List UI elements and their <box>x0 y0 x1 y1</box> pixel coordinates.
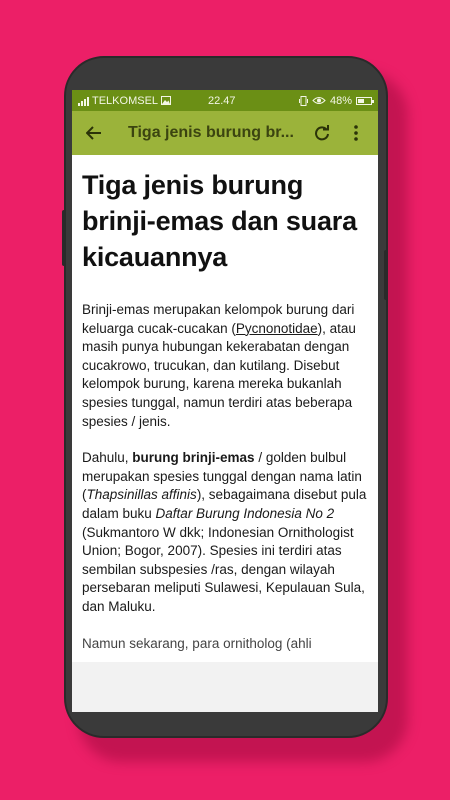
p2-text-a: Dahulu, <box>82 450 133 466</box>
more-vert-icon <box>354 125 358 141</box>
image-notification-icon <box>161 96 171 105</box>
more-options-button[interactable] <box>346 121 366 145</box>
p2-text-c: ), sebagaimana disebut pula dalam buku <box>82 487 367 521</box>
refresh-icon <box>314 125 330 141</box>
refresh-button[interactable] <box>312 121 332 145</box>
status-bar <box>72 90 378 111</box>
p2-text-b: / golden bulbul merupakan spesies tunggal dengan nama latin ( <box>82 450 362 503</box>
article-paragraph-1 <box>82 301 370 431</box>
power-button <box>384 250 388 300</box>
bottom-area <box>72 662 378 712</box>
p2-latin-name: Thapsinillas affinis <box>86 487 197 503</box>
arrow-left-icon <box>86 126 102 140</box>
app-bar <box>72 111 378 155</box>
signal-icon <box>78 96 89 106</box>
carrier-label: TELKOMSEL <box>92 94 159 107</box>
status-time: 22.47 <box>208 94 236 107</box>
volume-button <box>62 210 66 266</box>
p1-text-a: Brinji-emas merupakan kelompok burung dari keluarga cucak-cucakan ( <box>82 302 355 336</box>
phone-screen <box>72 90 378 712</box>
article-paragraph-3: Namun sekarang, para ornitholog (ahli <box>82 635 312 651</box>
eye-icon <box>312 96 326 105</box>
p1-text-b: ), atau masih punya hubungan kekerabatan dengan cucakrowo, trucukan, dan kutilang. Disebut kelompok burung, karena mereka bukanlah spesies tunggal, namun terdiri atas beberapa spesies / jenis. <box>82 320 356 429</box>
battery-percent: 48% <box>329 94 352 107</box>
app-bar-title: Tiga jenis burung br... <box>128 124 294 141</box>
p2-text-d: (Sukmantoro W dkk; Indonesian Ornithologist Union; Bogor, 2007). Spesies ini terdiri atas sembilan subspesies /ras, dengan wilayah persebaran meliputi Sulawesi, Kepulauan Sula, dan Maluku. <box>82 524 365 614</box>
article-content <box>72 155 378 653</box>
battery-icon <box>356 97 372 105</box>
article-title: Tiga jenis burung brinji-emas dan suara kicauannya <box>82 170 357 272</box>
p2-bold: burung brinji-emas <box>132 450 255 466</box>
article-paragraph-2 <box>82 449 370 616</box>
pycnonotidae-link[interactable]: Pycnonotidae <box>235 320 318 336</box>
back-button[interactable] <box>80 119 108 147</box>
p2-book-title: Daftar Burung Indonesia No 2 <box>155 505 335 521</box>
vibrate-icon <box>299 96 308 106</box>
